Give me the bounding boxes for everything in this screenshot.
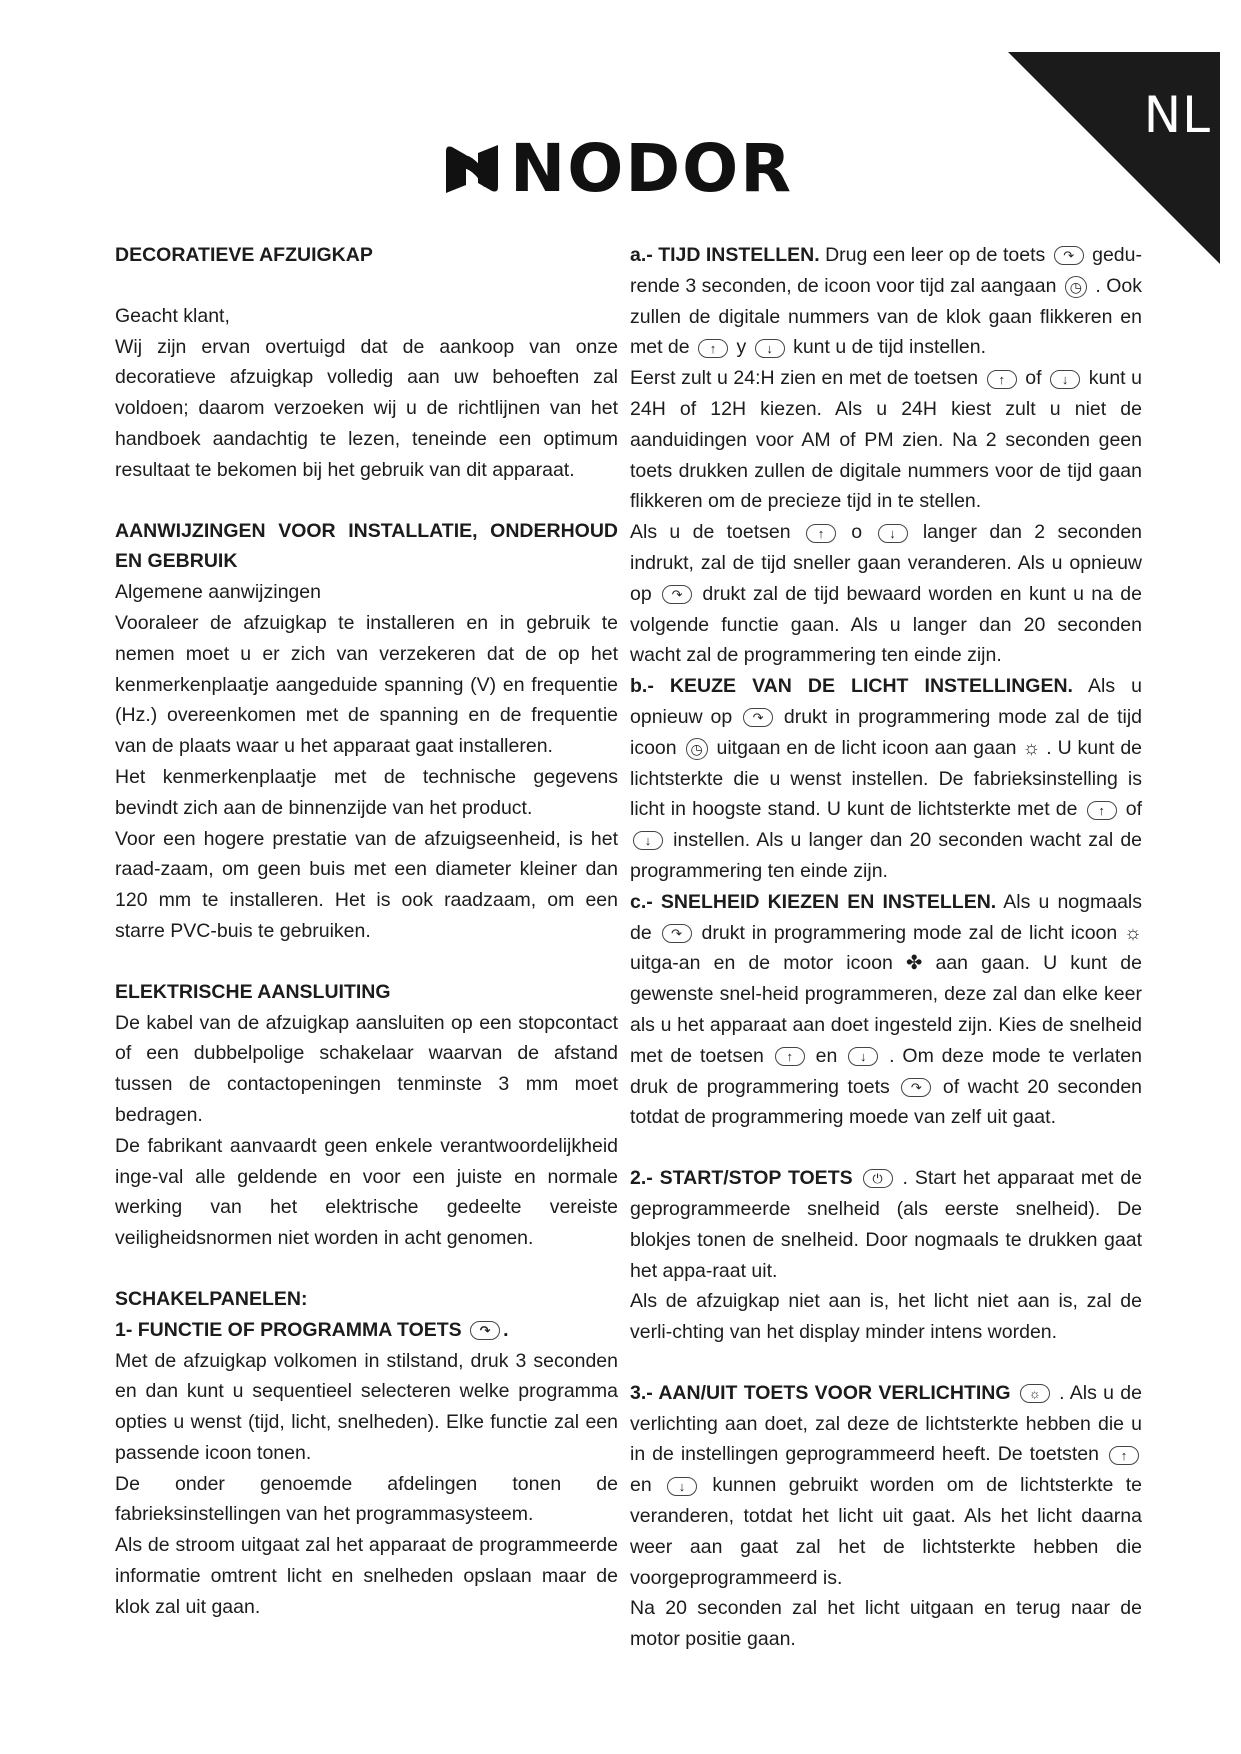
section-a-heading: a.- TIJD INSTELLEN. <box>630 244 820 266</box>
clock-icon: ◷ <box>1065 276 1087 298</box>
electric-paragraph-1: De kabel van de afzuigkap aansluiten op een stopcontact of een dubbelpolige schakelaar waarvan de afstand tussen de contactopeningen tenminste 3 mm moet bedragen. <box>115 1011 618 1126</box>
function-paragraph-2: De onder genoemde afdelingen tonen de fabrieksinstellingen van het programmasysteem. <box>115 1472 618 1526</box>
text-run: . Ook zullen de digitale nummers van de klok gaan flikkeren en met de <box>630 274 1143 359</box>
install-paragraph-3: Voor een hogere prestatie van de afzuigseenheid, is het raad-zaam, om geen buis met een diameter kleiner dan 120 mm te installeren. Het is ook raadzaam, om een starre PVC-buis te gebruiken. <box>115 827 618 942</box>
section-3-paragraph-2: Na 20 seconden zal het licht uitgaan en terug naar de motor positie gaan. <box>630 1597 1142 1651</box>
text-run: Eerst zult u 24:H zien en met de toetsen <box>630 367 979 390</box>
text-run: of <box>1125 798 1142 821</box>
language-badge: NL <box>1143 86 1211 144</box>
section-3-paragraph-1 <box>630 1378 1142 1594</box>
up-key-icon: ↑ <box>1109 1446 1139 1465</box>
text-run: Als u de toetsen <box>630 521 791 544</box>
intro-paragraph: Wij zijn ervan overtuigd dat de aankoop van onze decoratieve afzuigkap volledig aan uw behoeften zal voldoen; daarom verzoeken wij u de richtlijnen van het handboek aandachtig te lezen, teneinde een optimum resultaat te bekomen bij het gebruik van dit apparaat. <box>115 335 618 481</box>
up-key-icon: ↑ <box>806 524 836 543</box>
up-key-icon: ↑ <box>698 339 728 358</box>
power-key-icon: ⏻ <box>863 1169 893 1188</box>
light-key-icon: ☼ <box>1020 1384 1050 1403</box>
section-c-heading: c.- SNELHEID KIEZEN EN INSTELLEN. <box>630 890 997 913</box>
light-icon: ☼ <box>1124 921 1143 944</box>
text-run: . Start het apparaat met de geprogrammeerde snelheid (als eerste snelheid). De blokjes tonen de snelheid. Door nogmaals te drukken gaat het appa-raat uit. <box>630 1167 1142 1282</box>
up-key-icon: ↑ <box>987 370 1017 389</box>
program-key-icon: ↷ <box>662 924 692 943</box>
install-heading: AANWIJZINGEN VOOR INSTALLATIE, ONDERHOUD EN GEBRUIK <box>115 519 618 573</box>
section-b-paragraph <box>630 671 1142 887</box>
section-c-paragraph <box>630 887 1142 1133</box>
text-run: . Om deze mode te verlaten druk de programmering toets <box>630 1044 1142 1098</box>
program-key-icon: ↷ <box>470 1321 500 1340</box>
text-run: gedu-rende 3 seconden, de icoon voor tijd zal aangaan <box>630 244 1142 297</box>
text-run: drukt in programmering mode zal de tijd icoon <box>630 705 1143 759</box>
text-run: en <box>630 1474 652 1497</box>
install-paragraph-1: Vooraleer de afzuigkap te installeren en in gebruik te nemen moet u er zich van verzekeren dat de op het kenmerkenplaatje aangeduide spanning (V) en frequentie (Hz.) overeenkomen met de spanning en de frequentie van de plaats waar u het apparaat gaat installeren. <box>115 611 618 758</box>
clock-icon: ◷ <box>686 738 708 760</box>
brand-wordmark: NODOR <box>510 130 794 207</box>
down-key-icon: ↓ <box>848 1047 878 1066</box>
text-run: kunnen gebruikt worden om de lichtsterkte te veranderen, totdat het licht uit gaat. Als het licht daarna weer aan gaat zal het de lichtsterkte hebben die voorgeprogrammeerd is. <box>630 1474 1142 1589</box>
text-run: y <box>736 336 747 359</box>
section-2-paragraph-1 <box>630 1163 1142 1286</box>
down-key-icon: ↓ <box>755 339 785 358</box>
text-run: Als u nogmaals de <box>630 890 1143 944</box>
text-run: langer dan 2 seconden indrukt, zal de tijd sneller gaan veranderen. Als u opnieuw op <box>630 521 1143 605</box>
text-run: of wacht 20 seconden totdat de programmering moede van zelf uit gaat. <box>630 1075 1143 1129</box>
text-run: . Als u de verlichting aan doet, zal deze de lichtsterkte hebben die u in de instellingen geprogrammeerd heeft. De toetsten <box>630 1381 1142 1466</box>
text-run: drukt zal de tijd bewaard worden en kunt u na de volgende functie gaan. Als u langer dan 20 seconden wacht zal de programmering ten einde zijn. <box>630 582 1142 667</box>
down-key-icon: ↓ <box>667 1477 697 1496</box>
install-paragraph-2: Het kenmerkenplaatje met de technische gegevens bevindt zich aan de binnenzijde van het product. <box>115 765 618 819</box>
greeting: Geacht klant, <box>115 304 230 327</box>
language-corner <box>1008 52 1220 264</box>
program-key-icon: ↷ <box>1054 246 1084 265</box>
light-icon: ☼ <box>1022 736 1041 759</box>
down-key-icon: ↓ <box>878 524 908 543</box>
text-run: uitga-an en de motor icoon <box>630 952 893 975</box>
document-title: DECORATIEVE AFZUIGKAP <box>115 244 373 266</box>
section-a-paragraph-1 <box>630 240 1142 363</box>
panels-heading: SCHAKELPANELEN: <box>115 1287 308 1310</box>
function-paragraph-1: Met de afzuigkap volkomen in stilstand, druk 3 seconden en dan kunt u sequentieel selecteren welke programma opties u wenst (tijd, licht, snelheden). Elke functie zal een passende icoon tonen. <box>115 1349 618 1464</box>
function-heading-text: 1- FUNCTIE OF PROGRAMMA TOETS <box>115 1318 462 1341</box>
section-a-paragraph-2 <box>630 363 1142 517</box>
section-b-heading: b.- KEUZE VAN DE LICHT INSTELLINGEN. <box>630 675 1073 698</box>
text-run: Drug een leer op de toets <box>825 244 1046 266</box>
section-3-heading: 3.- AAN/UIT TOETS VOOR VERLICHTING <box>630 1381 1011 1404</box>
nodor-logo-icon <box>440 137 504 201</box>
text-run: . U kunt de lichtsterkte die u wenst instellen. De fabrieksinstelling is licht in hoogste stand. U kunt de lichtsterkte met de <box>630 736 1143 821</box>
program-key-icon: ↷ <box>662 585 692 604</box>
text-run: Als u opnieuw op <box>630 675 1143 728</box>
text-run: en <box>815 1044 838 1067</box>
left-column <box>115 240 618 1623</box>
function-paragraph-3: Als de stroom uitgaat zal het apparaat de programmeerde informatie omtrent licht en snelheden opslaan maar de klok zal uit gaan. <box>115 1534 618 1618</box>
text-run: o <box>851 521 863 544</box>
section-2-heading: 2.- START/STOP TOETS <box>630 1167 853 1190</box>
fan-motor-icon: ✤ <box>906 952 923 975</box>
text-run: of <box>1025 367 1042 390</box>
function-heading: 1- FUNCTIE OF PROGRAMMA TOETS ↷ . <box>115 1318 509 1341</box>
text-run: drukt in programmering mode zal de licht icoon <box>701 921 1118 944</box>
corner-triangle <box>1008 52 1220 264</box>
text-run: aan gaan. U kunt de gewenste snel-heid programmeren, deze zal dan elke keer als u het apparaat aan doet ingesteld zijn. Kies de snelheid met de toetsen <box>630 952 1142 1067</box>
text-run: instellen. Als u langer dan 20 seconden wacht zal de programmering ten einde zijn. <box>630 829 1143 882</box>
install-subheading: Algemene aanwijzingen <box>115 581 321 604</box>
program-key-icon: ↷ <box>743 708 773 727</box>
text-run: uitgaan en de licht icoon aan gaan <box>716 736 1017 759</box>
text-run: kunt u de tijd instellen. <box>793 336 987 359</box>
down-key-icon: ↓ <box>633 831 663 850</box>
section-a-paragraph-3 <box>630 517 1142 671</box>
text-run: kunt u 24H of 12H kiezen. Als u 24H kiest zult u niet de aanduidingen voor AM of PM zien. Na 2 seconden geen toets drukken zullen de digitale nummers voor de tijd gaan flikkeren om de precieze tijd in te stellen. <box>630 367 1142 513</box>
right-column <box>630 240 1142 1655</box>
brand-logo <box>440 130 794 207</box>
up-key-icon: ↑ <box>1087 801 1117 820</box>
electric-heading: ELEKTRISCHE AANSLUITING <box>115 980 391 1003</box>
up-key-icon: ↑ <box>775 1047 805 1066</box>
section-2-paragraph-2: Als de afzuigkap niet aan is, het licht niet aan is, zal de verli-chting van het display minder intens worden. <box>630 1290 1142 1344</box>
program-key-icon: ↷ <box>901 1078 931 1097</box>
down-key-icon: ↓ <box>1050 370 1080 389</box>
electric-paragraph-2: De fabrikant aanvaardt geen enkele verantwoordelijkheid inge-val alle geldende en voor een juiste en normale werking van het elektrische gedeelte vereiste veiligheidsnormen niet worden in acht genomen. <box>115 1134 618 1250</box>
